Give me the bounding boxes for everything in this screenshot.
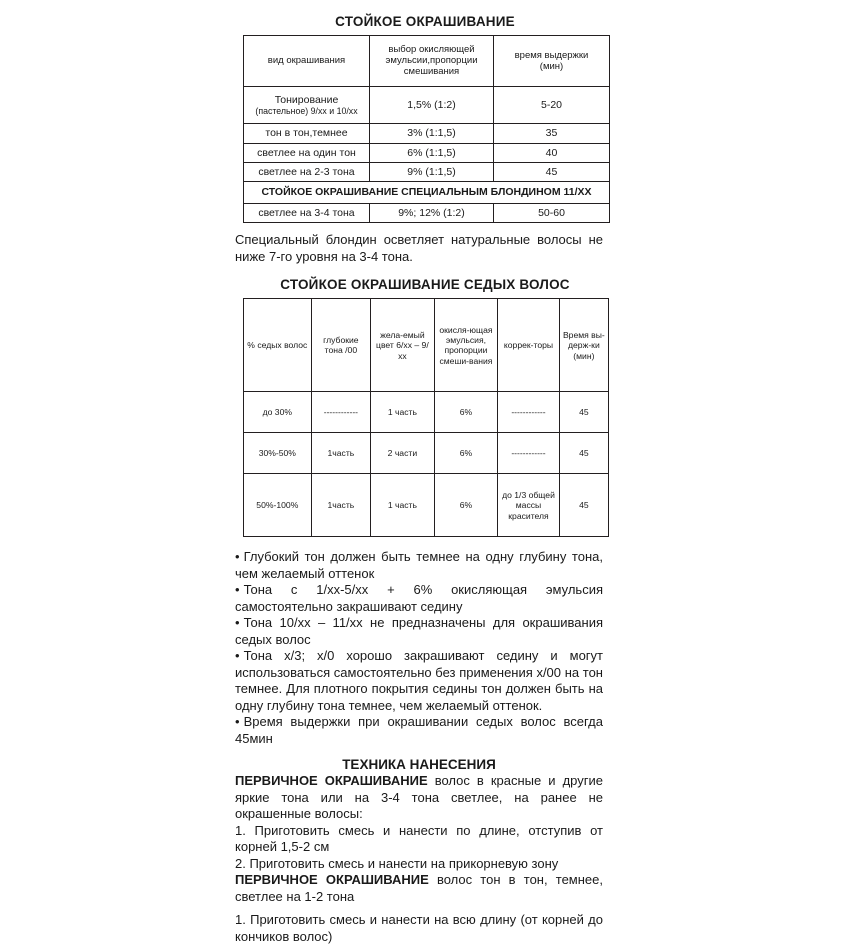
table-row	[244, 86, 610, 124]
cell-desired-color: 2 части	[371, 433, 435, 474]
column-header-time: Время вы-держ-ки (мин)	[559, 299, 608, 392]
column-header-kind: вид окрашивания	[244, 36, 370, 87]
table-row	[244, 124, 610, 143]
cell-time: 40	[494, 143, 610, 162]
cell-grey-percent: 50%-100%	[244, 474, 312, 537]
column-header-grey-percent: % седых волос	[244, 299, 312, 392]
cell-kind	[244, 86, 370, 124]
cell-emulsion: 6%	[434, 392, 498, 433]
cell-emulsion: 1,5% (1:2)	[370, 86, 494, 124]
column-header-desired-color: жела-емый цвет 6/хх – 9/хх	[371, 299, 435, 392]
list-item-text: Тона х/3; х/0 хорошо закрашивают седину и могут использоваться самостоятельно без применения х/00 на тон темнее. Для плотного покрытия седины тон должен быть на одну глубину тона темнее, чем желаемый оттенок.	[235, 648, 603, 713]
column-header-deep-tone: глубокие тона /00	[311, 299, 370, 392]
column-header-time-unit: (мин)	[539, 60, 564, 72]
cell-time: 50-60	[494, 203, 610, 222]
list-item	[235, 714, 603, 747]
list-item-text: Тона 10/хх – 11/хх не предназначены для окрашивания седых волос	[235, 615, 603, 647]
list-item	[235, 615, 603, 648]
cell-kind: тон в тон,темнее	[244, 124, 370, 143]
table-row-band	[244, 182, 610, 203]
column-header-time-main: время выдержки	[514, 49, 589, 61]
page-title-dye: СТОЙКОЕ ОКРАШИВАНИЕ	[335, 14, 515, 29]
cell-correctors: ------------	[498, 392, 560, 433]
table-row	[244, 203, 610, 222]
cell-emulsion: 6%	[434, 433, 498, 474]
technique-paragraph-1	[235, 773, 603, 823]
table-row	[244, 433, 609, 474]
table-grey-hair-coloring	[243, 298, 609, 537]
bullet-list	[0, 549, 850, 747]
cell-emulsion: 6%	[434, 474, 498, 537]
column-header-emulsion: выбор окисляющей эмульсии,пропорции смешивания	[370, 36, 494, 87]
column-header-correctors: коррек-торы	[498, 299, 560, 392]
cell-desired-color: 1 часть	[371, 474, 435, 537]
list-item	[235, 582, 603, 615]
cell-deep-tone: 1часть	[311, 433, 370, 474]
technique-label-primary-2: ПЕРВИЧНОЕ ОКРАШИВАНИЕ	[235, 872, 429, 888]
technique-label-primary-1: ПЕРВИЧНОЕ ОКРАШИВАНИЕ	[235, 773, 428, 789]
technique-step: 1. Приготовить смесь и нанести на всю длину (от корней до кончиков волос)	[235, 912, 603, 944]
cell-time: 35	[494, 124, 610, 143]
column-header-emulsion: окисля-ющая эмульсия, пропорции смеши-вания	[434, 299, 498, 392]
bullet-icon: •	[235, 714, 240, 730]
band-label-special-blond: СТОЙКОЕ ОКРАШИВАНИЕ СПЕЦИАЛЬНЫМ БЛОНДИНОМ 11/ХХ	[244, 182, 610, 203]
cell-time: 5-20	[494, 86, 610, 124]
cell-correctors: ------------	[498, 433, 560, 474]
cell-emulsion: 9% (1:1,5)	[370, 163, 494, 182]
cell-kind: светлее на 2-3 тона	[244, 163, 370, 182]
cell-desired-color: 1 часть	[371, 392, 435, 433]
cell-emulsion: 9%; 12% (1:2)	[370, 203, 494, 222]
bullet-icon: •	[235, 549, 240, 565]
cell-time: 45	[494, 163, 610, 182]
cell-kind: светлее на один тон	[244, 143, 370, 162]
technique-text-primary-2: волос тон в тон, темнее, светлее на 1-2 тона	[235, 872, 603, 904]
cell-deep-tone: ------------	[311, 392, 370, 433]
note-block	[0, 232, 850, 265]
bullet-icon: •	[235, 615, 240, 631]
cell-emulsion: 6% (1:1,5)	[370, 143, 494, 162]
page-title-grey: СТОЙКОЕ ОКРАШИВАНИЕ СЕДЫХ ВОЛОС	[280, 277, 570, 293]
table-row	[244, 392, 609, 433]
technique-paragraph-2	[235, 872, 603, 905]
cell-correctors: до 1/3 общей массы красителя	[498, 474, 560, 537]
note-special-blond: Специальный блондин осветляет натуральные волосы не ниже 7-го уровня на 3-4 тона.	[235, 232, 603, 264]
technique-section	[0, 757, 850, 945]
column-header-time	[494, 36, 610, 87]
cell-grey-percent: 30%-50%	[244, 433, 312, 474]
table-row	[244, 474, 609, 537]
table-row	[244, 299, 609, 392]
cell-time: 45	[559, 474, 608, 537]
cell-time: 45	[559, 392, 608, 433]
cell-kind-sub: (пастельное) 9/хх и 10/хх	[255, 105, 358, 116]
table-permanent-coloring	[243, 35, 610, 223]
list-item	[235, 549, 603, 582]
cell-emulsion: 3% (1:1,5)	[370, 124, 494, 143]
list-item-text: Глубокий тон должен быть темнее на одну глубину тона, чем желаемый оттенок	[235, 549, 603, 581]
cell-kind: светлее на 3-4 тона	[244, 203, 370, 222]
table-row	[244, 163, 610, 182]
technique-text-primary-1: волос в красные и другие яркие тона или на 3-4 тона светлее, на ранее не окрашенные волосы:	[235, 773, 603, 822]
list-item-text: Время выдержки при окрашивании седых волос всегда 45мин	[235, 714, 603, 746]
bullet-icon: •	[235, 582, 240, 598]
technique-step: 1. Приготовить смесь и нанести по длине, отступив от корней 1,5-2 см	[235, 822, 603, 855]
page-title-technique: ТЕХНИКА НАНЕСЕНИЯ	[342, 757, 496, 773]
cell-grey-percent: до 30%	[244, 392, 312, 433]
list-item	[235, 648, 603, 714]
table-row	[244, 143, 610, 162]
cell-deep-tone: 1часть	[311, 474, 370, 537]
table-row	[244, 36, 610, 87]
list-item-text: Тона с 1/хх-5/хх + 6% окисляющая эмульсия самостоятельно закрашивают седину	[235, 582, 603, 614]
bullet-icon: •	[235, 648, 240, 664]
technique-step: 2. Приготовить смесь и нанести на прикорневую зону	[235, 855, 559, 871]
cell-time: 45	[559, 433, 608, 474]
cell-kind-main: Тонирование	[274, 93, 339, 106]
